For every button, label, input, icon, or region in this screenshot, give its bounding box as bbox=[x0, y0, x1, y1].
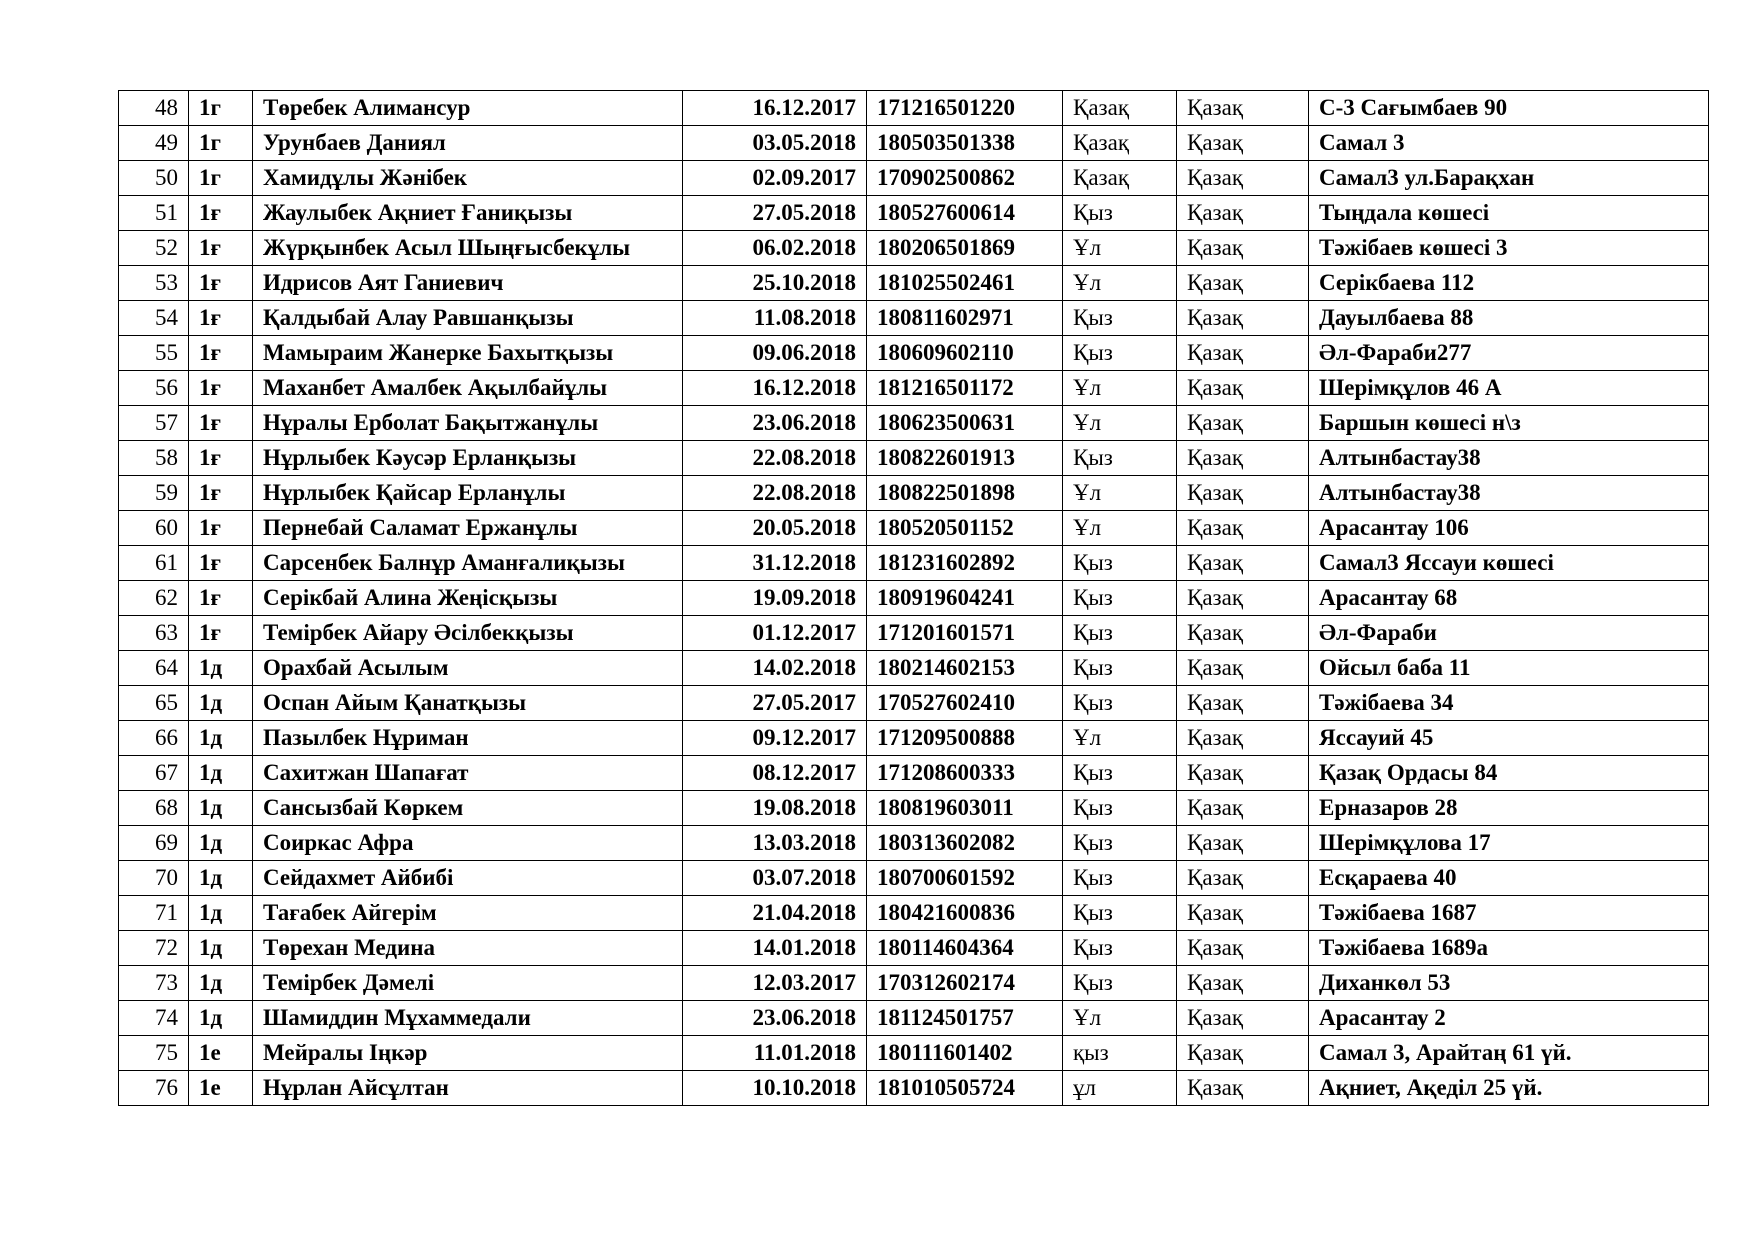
nationality-cell: Қазақ bbox=[1177, 476, 1309, 511]
birth-date: 22.08.2018 bbox=[683, 476, 867, 511]
row-number: 72 bbox=[119, 931, 189, 966]
class-cell: 1д bbox=[189, 896, 253, 931]
student-name: Урунбаев Даниял bbox=[253, 126, 683, 161]
birth-date: 03.07.2018 bbox=[683, 861, 867, 896]
table-row bbox=[119, 511, 1709, 546]
address-cell: Тәжібаева 34 bbox=[1309, 686, 1709, 721]
address-cell: Самал3 Яссауи көшесі bbox=[1309, 546, 1709, 581]
nationality-cell: Қазақ bbox=[1177, 266, 1309, 301]
table-row bbox=[119, 966, 1709, 1001]
birth-date: 16.12.2018 bbox=[683, 371, 867, 406]
iin-cell: 180206501869 bbox=[867, 231, 1063, 266]
nationality-cell: Қазақ bbox=[1177, 336, 1309, 371]
student-name: Идрисов Аят Ганиевич bbox=[253, 266, 683, 301]
birth-date: 13.03.2018 bbox=[683, 826, 867, 861]
iin-cell: 181231602892 bbox=[867, 546, 1063, 581]
address-cell: Арасантау 68 bbox=[1309, 581, 1709, 616]
row-number: 64 bbox=[119, 651, 189, 686]
address-cell: Алтынбастау38 bbox=[1309, 476, 1709, 511]
address-cell: Ерназаров 28 bbox=[1309, 791, 1709, 826]
table-row bbox=[119, 1001, 1709, 1036]
student-name: Орахбай Асылым bbox=[253, 651, 683, 686]
birth-date: 10.10.2018 bbox=[683, 1071, 867, 1106]
gender-cell: Ұл bbox=[1063, 511, 1177, 546]
student-name: Маханбет Амалбек Ақылбайұлы bbox=[253, 371, 683, 406]
row-number: 74 bbox=[119, 1001, 189, 1036]
table-row bbox=[119, 1036, 1709, 1071]
student-name: Сарсенбек Балнұр Аманғалиқызы bbox=[253, 546, 683, 581]
table-row bbox=[119, 196, 1709, 231]
address-cell: Әл-Фараби bbox=[1309, 616, 1709, 651]
iin-cell: 180114604364 bbox=[867, 931, 1063, 966]
table-row bbox=[119, 686, 1709, 721]
nationality-cell: Қазақ bbox=[1177, 441, 1309, 476]
student-name: Жаулыбек Ақниет Ғаниқызы bbox=[253, 196, 683, 231]
student-name: Жүрқынбек Асыл Шыңғысбекұлы bbox=[253, 231, 683, 266]
student-name: Пазылбек Нұриман bbox=[253, 721, 683, 756]
class-cell: 1е bbox=[189, 1036, 253, 1071]
birth-date: 19.09.2018 bbox=[683, 581, 867, 616]
address-cell: Арасантау 106 bbox=[1309, 511, 1709, 546]
birth-date: 14.02.2018 bbox=[683, 651, 867, 686]
table-row bbox=[119, 371, 1709, 406]
nationality-cell: Қазақ bbox=[1177, 546, 1309, 581]
nationality-cell: Қазақ bbox=[1177, 1001, 1309, 1036]
iin-cell: 181124501757 bbox=[867, 1001, 1063, 1036]
iin-cell: 171216501220 bbox=[867, 91, 1063, 126]
nationality-cell: Қазақ bbox=[1177, 791, 1309, 826]
iin-cell: 171201601571 bbox=[867, 616, 1063, 651]
birth-date: 23.06.2018 bbox=[683, 1001, 867, 1036]
nationality-cell: Қазақ bbox=[1177, 1071, 1309, 1106]
nationality-cell: Қазақ bbox=[1177, 966, 1309, 1001]
nationality-cell: Қазақ bbox=[1177, 91, 1309, 126]
class-cell: 1ғ bbox=[189, 546, 253, 581]
birth-date: 11.08.2018 bbox=[683, 301, 867, 336]
class-cell: 1ғ bbox=[189, 406, 253, 441]
nationality-cell: Қазақ bbox=[1177, 651, 1309, 686]
birth-date: 25.10.2018 bbox=[683, 266, 867, 301]
iin-cell: 180503501338 bbox=[867, 126, 1063, 161]
student-name: Темірбек Айару Әсілбекқызы bbox=[253, 616, 683, 651]
gender-cell: Ұл bbox=[1063, 266, 1177, 301]
class-cell: 1ғ bbox=[189, 441, 253, 476]
table-row bbox=[119, 336, 1709, 371]
table-row bbox=[119, 161, 1709, 196]
table-row bbox=[119, 1071, 1709, 1106]
nationality-cell: Қазақ bbox=[1177, 301, 1309, 336]
nationality-cell: Қазақ bbox=[1177, 616, 1309, 651]
address-cell: Самал3 ул.Барақхан bbox=[1309, 161, 1709, 196]
birth-date: 22.08.2018 bbox=[683, 441, 867, 476]
student-name: Мейралы Іңкәр bbox=[253, 1036, 683, 1071]
gender-cell: Қыз bbox=[1063, 441, 1177, 476]
address-cell: Серікбаева 112 bbox=[1309, 266, 1709, 301]
row-number: 49 bbox=[119, 126, 189, 161]
address-cell: Шерімқұлов 46 А bbox=[1309, 371, 1709, 406]
address-cell: Алтынбастау38 bbox=[1309, 441, 1709, 476]
table-row bbox=[119, 616, 1709, 651]
gender-cell: Ұл bbox=[1063, 231, 1177, 266]
table-row bbox=[119, 231, 1709, 266]
student-name: Мамыраим Жанерке Бахытқызы bbox=[253, 336, 683, 371]
class-cell: 1ғ bbox=[189, 371, 253, 406]
student-name: Сансызбай Көркем bbox=[253, 791, 683, 826]
nationality-cell: Қазақ bbox=[1177, 931, 1309, 966]
student-name: Соиркас Афра bbox=[253, 826, 683, 861]
row-number: 73 bbox=[119, 966, 189, 1001]
gender-cell: Қазақ bbox=[1063, 161, 1177, 196]
document-page bbox=[118, 90, 1708, 1106]
iin-cell: 180609602110 bbox=[867, 336, 1063, 371]
row-number: 61 bbox=[119, 546, 189, 581]
gender-cell: Қыз bbox=[1063, 546, 1177, 581]
address-cell: Самал 3 bbox=[1309, 126, 1709, 161]
iin-cell: 180313602082 bbox=[867, 826, 1063, 861]
address-cell: Арасантау 2 bbox=[1309, 1001, 1709, 1036]
iin-cell: 180919604241 bbox=[867, 581, 1063, 616]
address-cell: Ойсыл баба 11 bbox=[1309, 651, 1709, 686]
address-cell: Әл-Фараби277 bbox=[1309, 336, 1709, 371]
class-cell: 1ғ bbox=[189, 196, 253, 231]
table-row bbox=[119, 406, 1709, 441]
address-cell: Шерімқұлова 17 bbox=[1309, 826, 1709, 861]
row-number: 53 bbox=[119, 266, 189, 301]
iin-cell: 170527602410 bbox=[867, 686, 1063, 721]
table-row bbox=[119, 861, 1709, 896]
nationality-cell: Қазақ bbox=[1177, 896, 1309, 931]
gender-cell: Қыз bbox=[1063, 931, 1177, 966]
iin-cell: 180822601913 bbox=[867, 441, 1063, 476]
student-name: Шамиддин Мұхаммедали bbox=[253, 1001, 683, 1036]
student-name: Нұрлан Айсұлтан bbox=[253, 1071, 683, 1106]
row-number: 62 bbox=[119, 581, 189, 616]
class-cell: 1ғ bbox=[189, 266, 253, 301]
class-cell: 1е bbox=[189, 1071, 253, 1106]
iin-cell: 181010505724 bbox=[867, 1071, 1063, 1106]
birth-date: 09.12.2017 bbox=[683, 721, 867, 756]
nationality-cell: Қазақ bbox=[1177, 826, 1309, 861]
class-cell: 1д bbox=[189, 1001, 253, 1036]
iin-cell: 180214602153 bbox=[867, 651, 1063, 686]
student-name: Оспан Айым Қанатқызы bbox=[253, 686, 683, 721]
birth-date: 08.12.2017 bbox=[683, 756, 867, 791]
row-number: 66 bbox=[119, 721, 189, 756]
student-name: Қалдыбай Алау Равшанқызы bbox=[253, 301, 683, 336]
iin-cell: 170312602174 bbox=[867, 966, 1063, 1001]
student-name: Нұрлыбек Қайсар Ерланұлы bbox=[253, 476, 683, 511]
table-row bbox=[119, 931, 1709, 966]
student-name: Нұрлыбек Кәусәр Ерланқызы bbox=[253, 441, 683, 476]
class-cell: 1д bbox=[189, 756, 253, 791]
row-number: 59 bbox=[119, 476, 189, 511]
student-table bbox=[118, 90, 1709, 1106]
address-cell: Диханкөл 53 bbox=[1309, 966, 1709, 1001]
gender-cell: Қыз bbox=[1063, 896, 1177, 931]
class-cell: 1г bbox=[189, 91, 253, 126]
iin-cell: 180822501898 bbox=[867, 476, 1063, 511]
student-name: Нұралы Ерболат Бақытжанұлы bbox=[253, 406, 683, 441]
address-cell: Самал 3, Арайтаң 61 үй. bbox=[1309, 1036, 1709, 1071]
table-row bbox=[119, 756, 1709, 791]
student-table-body bbox=[119, 91, 1709, 1106]
gender-cell: Қыз bbox=[1063, 791, 1177, 826]
gender-cell: Қыз bbox=[1063, 756, 1177, 791]
gender-cell: Қыз bbox=[1063, 826, 1177, 861]
address-cell: Тәжібаев көшесі 3 bbox=[1309, 231, 1709, 266]
address-cell: С-3 Сағымбаев 90 bbox=[1309, 91, 1709, 126]
gender-cell: ұл bbox=[1063, 1071, 1177, 1106]
row-number: 57 bbox=[119, 406, 189, 441]
gender-cell: Ұл bbox=[1063, 476, 1177, 511]
table-row bbox=[119, 126, 1709, 161]
row-number: 75 bbox=[119, 1036, 189, 1071]
student-name: Сейдахмет Айбибі bbox=[253, 861, 683, 896]
iin-cell: 181216501172 bbox=[867, 371, 1063, 406]
class-cell: 1д bbox=[189, 931, 253, 966]
address-cell: Дауылбаева 88 bbox=[1309, 301, 1709, 336]
row-number: 58 bbox=[119, 441, 189, 476]
iin-cell: 170902500862 bbox=[867, 161, 1063, 196]
address-cell: Тәжібаева 1687 bbox=[1309, 896, 1709, 931]
class-cell: 1ғ bbox=[189, 231, 253, 266]
iin-cell: 180111601402 bbox=[867, 1036, 1063, 1071]
table-row bbox=[119, 791, 1709, 826]
address-cell: Яссауий 45 bbox=[1309, 721, 1709, 756]
nationality-cell: Қазақ bbox=[1177, 756, 1309, 791]
nationality-cell: Қазақ bbox=[1177, 1036, 1309, 1071]
iin-cell: 180623500631 bbox=[867, 406, 1063, 441]
gender-cell: Қыз bbox=[1063, 861, 1177, 896]
nationality-cell: Қазақ bbox=[1177, 581, 1309, 616]
gender-cell: Ұл bbox=[1063, 371, 1177, 406]
nationality-cell: Қазақ bbox=[1177, 196, 1309, 231]
row-number: 65 bbox=[119, 686, 189, 721]
birth-date: 02.09.2017 bbox=[683, 161, 867, 196]
student-name: Темірбек Дәмелі bbox=[253, 966, 683, 1001]
address-cell: Тәжібаева 1689а bbox=[1309, 931, 1709, 966]
class-cell: 1д bbox=[189, 966, 253, 1001]
iin-cell: 180819603011 bbox=[867, 791, 1063, 826]
gender-cell: Ұл bbox=[1063, 406, 1177, 441]
class-cell: 1д bbox=[189, 721, 253, 756]
nationality-cell: Қазақ bbox=[1177, 721, 1309, 756]
row-number: 55 bbox=[119, 336, 189, 371]
address-cell: Баршын көшесі н\з bbox=[1309, 406, 1709, 441]
row-number: 63 bbox=[119, 616, 189, 651]
gender-cell: Қыз bbox=[1063, 686, 1177, 721]
nationality-cell: Қазақ bbox=[1177, 686, 1309, 721]
nationality-cell: Қазақ bbox=[1177, 161, 1309, 196]
gender-cell: Қыз bbox=[1063, 196, 1177, 231]
student-name: Төрехан Медина bbox=[253, 931, 683, 966]
nationality-cell: Қазақ bbox=[1177, 126, 1309, 161]
table-row bbox=[119, 721, 1709, 756]
birth-date: 31.12.2018 bbox=[683, 546, 867, 581]
table-row bbox=[119, 266, 1709, 301]
iin-cell: 171209500888 bbox=[867, 721, 1063, 756]
row-number: 56 bbox=[119, 371, 189, 406]
birth-date: 14.01.2018 bbox=[683, 931, 867, 966]
row-number: 68 bbox=[119, 791, 189, 826]
class-cell: 1ғ bbox=[189, 336, 253, 371]
iin-cell: 171208600333 bbox=[867, 756, 1063, 791]
row-number: 50 bbox=[119, 161, 189, 196]
nationality-cell: Қазақ bbox=[1177, 511, 1309, 546]
birth-date: 19.08.2018 bbox=[683, 791, 867, 826]
birth-date: 21.04.2018 bbox=[683, 896, 867, 931]
birth-date: 23.06.2018 bbox=[683, 406, 867, 441]
row-number: 48 bbox=[119, 91, 189, 126]
iin-cell: 180811602971 bbox=[867, 301, 1063, 336]
birth-date: 20.05.2018 bbox=[683, 511, 867, 546]
birth-date: 03.05.2018 bbox=[683, 126, 867, 161]
table-row bbox=[119, 441, 1709, 476]
gender-cell: қыз bbox=[1063, 1036, 1177, 1071]
birth-date: 01.12.2017 bbox=[683, 616, 867, 651]
class-cell: 1г bbox=[189, 161, 253, 196]
gender-cell: Қыз bbox=[1063, 581, 1177, 616]
birth-date: 27.05.2017 bbox=[683, 686, 867, 721]
student-name: Тағабек Айгерім bbox=[253, 896, 683, 931]
class-cell: 1д bbox=[189, 686, 253, 721]
student-name: Хамидұлы Жәнібек bbox=[253, 161, 683, 196]
class-cell: 1д bbox=[189, 826, 253, 861]
row-number: 67 bbox=[119, 756, 189, 791]
birth-date: 16.12.2017 bbox=[683, 91, 867, 126]
nationality-cell: Қазақ bbox=[1177, 406, 1309, 441]
birth-date: 27.05.2018 bbox=[683, 196, 867, 231]
class-cell: 1г bbox=[189, 126, 253, 161]
birth-date: 11.01.2018 bbox=[683, 1036, 867, 1071]
gender-cell: Қыз bbox=[1063, 651, 1177, 686]
row-number: 51 bbox=[119, 196, 189, 231]
table-row bbox=[119, 546, 1709, 581]
birth-date: 09.06.2018 bbox=[683, 336, 867, 371]
gender-cell: Ұл bbox=[1063, 721, 1177, 756]
table-row bbox=[119, 651, 1709, 686]
table-row bbox=[119, 301, 1709, 336]
row-number: 76 bbox=[119, 1071, 189, 1106]
iin-cell: 180700601592 bbox=[867, 861, 1063, 896]
iin-cell: 180421600836 bbox=[867, 896, 1063, 931]
iin-cell: 180520501152 bbox=[867, 511, 1063, 546]
address-cell: Ақниет, Ақеділ 25 үй. bbox=[1309, 1071, 1709, 1106]
class-cell: 1ғ bbox=[189, 581, 253, 616]
address-cell: Есқараева 40 bbox=[1309, 861, 1709, 896]
nationality-cell: Қазақ bbox=[1177, 231, 1309, 266]
class-cell: 1ғ bbox=[189, 616, 253, 651]
gender-cell: Қазақ bbox=[1063, 126, 1177, 161]
student-name: Сахитжан Шапағат bbox=[253, 756, 683, 791]
table-row bbox=[119, 896, 1709, 931]
student-name: Пернебай Саламат Ержанұлы bbox=[253, 511, 683, 546]
table-row bbox=[119, 826, 1709, 861]
address-cell: Қазақ Ордасы 84 bbox=[1309, 756, 1709, 791]
student-name: Төребек Алимансур bbox=[253, 91, 683, 126]
student-name: Серікбай Алина Жеңісқызы bbox=[253, 581, 683, 616]
class-cell: 1ғ bbox=[189, 301, 253, 336]
address-cell: Тыңдала көшесі bbox=[1309, 196, 1709, 231]
gender-cell: Қазақ bbox=[1063, 91, 1177, 126]
birth-date: 06.02.2018 bbox=[683, 231, 867, 266]
nationality-cell: Қазақ bbox=[1177, 371, 1309, 406]
gender-cell: Қыз bbox=[1063, 966, 1177, 1001]
gender-cell: Қыз bbox=[1063, 301, 1177, 336]
class-cell: 1ғ bbox=[189, 476, 253, 511]
row-number: 70 bbox=[119, 861, 189, 896]
row-number: 69 bbox=[119, 826, 189, 861]
table-row bbox=[119, 476, 1709, 511]
class-cell: 1д bbox=[189, 651, 253, 686]
table-row bbox=[119, 581, 1709, 616]
row-number: 52 bbox=[119, 231, 189, 266]
gender-cell: Қыз bbox=[1063, 336, 1177, 371]
nationality-cell: Қазақ bbox=[1177, 861, 1309, 896]
table-row bbox=[119, 91, 1709, 126]
row-number: 54 bbox=[119, 301, 189, 336]
row-number: 60 bbox=[119, 511, 189, 546]
gender-cell: Қыз bbox=[1063, 616, 1177, 651]
row-number: 71 bbox=[119, 896, 189, 931]
class-cell: 1ғ bbox=[189, 511, 253, 546]
iin-cell: 181025502461 bbox=[867, 266, 1063, 301]
gender-cell: Ұл bbox=[1063, 1001, 1177, 1036]
iin-cell: 180527600614 bbox=[867, 196, 1063, 231]
birth-date: 12.03.2017 bbox=[683, 966, 867, 1001]
class-cell: 1д bbox=[189, 791, 253, 826]
class-cell: 1д bbox=[189, 861, 253, 896]
